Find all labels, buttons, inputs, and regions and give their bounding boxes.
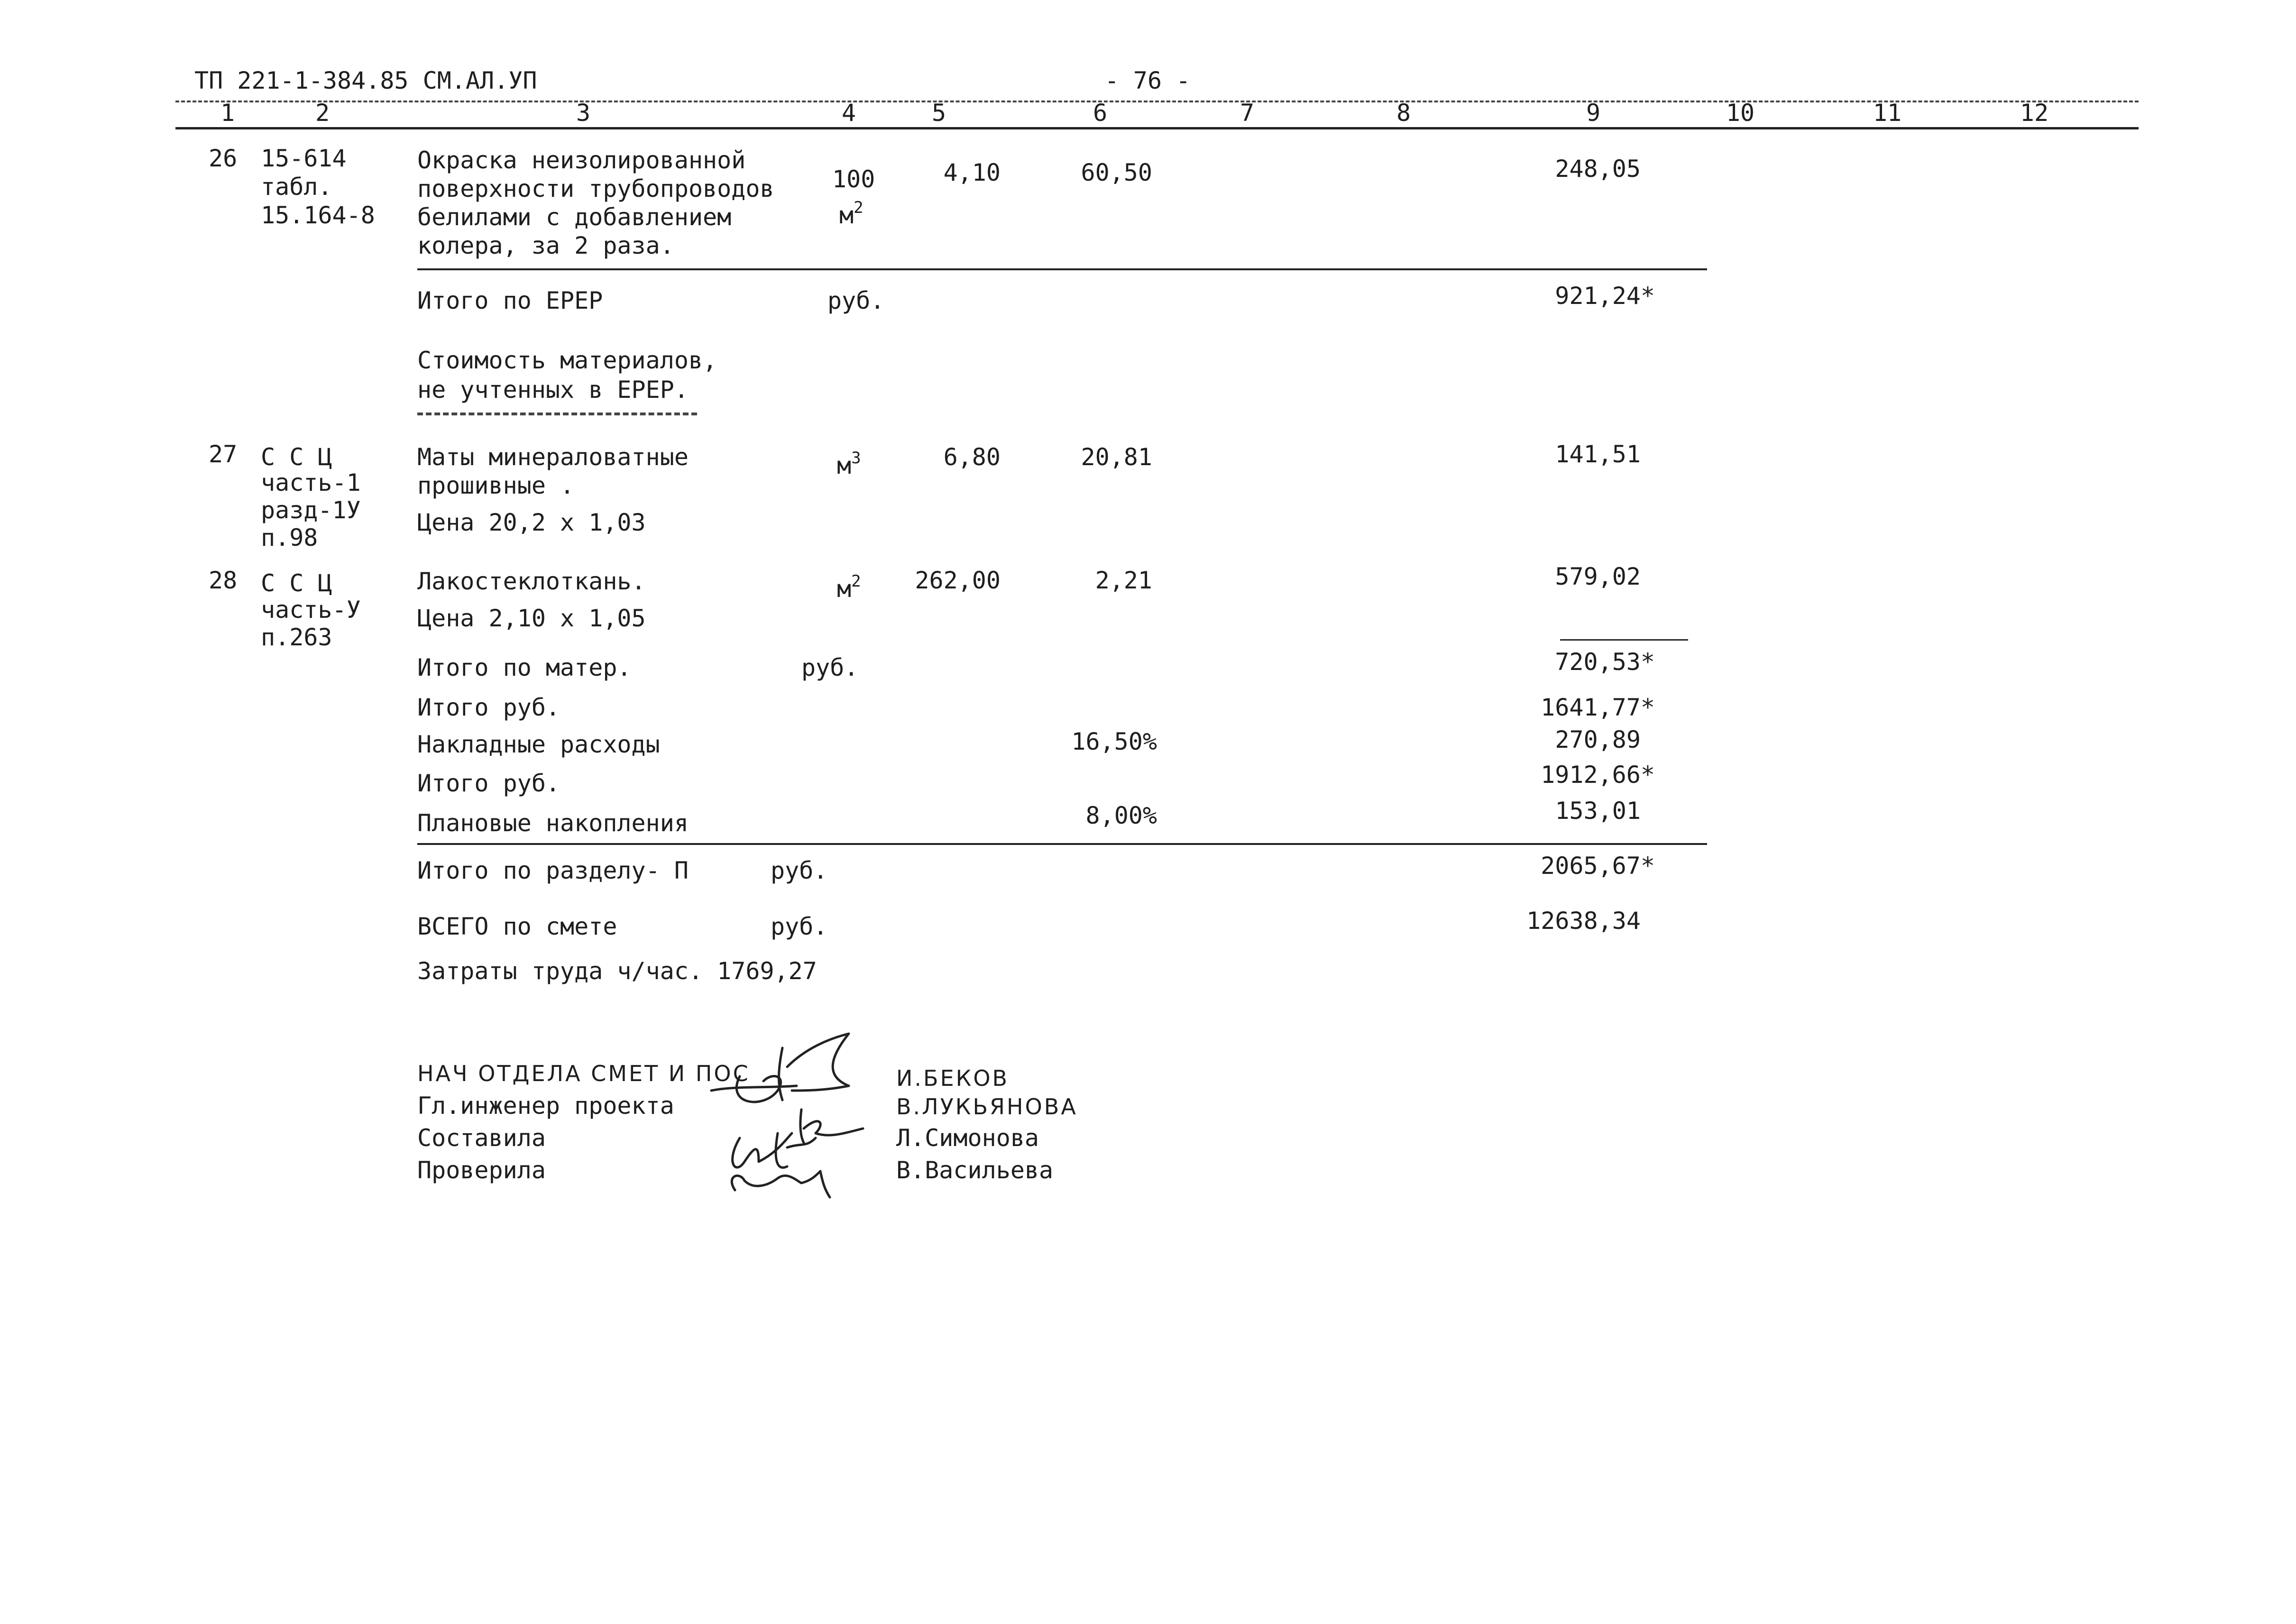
signature-role: Гл.инженер проекта: [417, 1092, 674, 1119]
materials-heading-underline: [417, 413, 697, 415]
unit-price-value: 60,50: [1081, 159, 1152, 186]
header-bottom-rule: [175, 127, 2139, 129]
materials-heading-line: Стоимость материалов,: [417, 347, 717, 374]
unit-price-value: 2,21: [1095, 567, 1152, 594]
grand-total-label: ВСЕГО по смете: [417, 913, 617, 940]
price-note: Цена 20,2 х 1,03: [417, 509, 646, 536]
column-header-10: 10: [1726, 99, 1755, 127]
item-description-line: поверхности трубопроводов: [417, 175, 774, 202]
column-header-12: 12: [2020, 99, 2049, 127]
item-code-line: С С Ц: [261, 443, 332, 471]
subtotal-value: 1912,66*: [1541, 761, 1655, 789]
row-rule: [1560, 639, 1688, 641]
planned-savings-value: 153,01: [1555, 797, 1641, 825]
item-description-line: прошивные .: [417, 472, 575, 499]
doc-code: ТП 221-1-384.85 СМ.АЛ.УП: [194, 67, 537, 94]
unit-value: 100: [832, 165, 875, 193]
signature-role: НАЧ ОТДЕЛА СМЕТ И ПОС: [417, 1061, 750, 1086]
item-code-line: часть-У: [261, 596, 361, 624]
column-header-6: 6: [1093, 99, 1108, 127]
erer-total-label: Итого по ЕРЕР: [417, 287, 603, 314]
erer-total-value: 921,24*: [1555, 282, 1655, 310]
total-value: 579,02: [1555, 563, 1641, 590]
column-header-7: 7: [1240, 99, 1255, 127]
unit-value: [837, 444, 861, 480]
signature-role: Составила: [417, 1124, 546, 1152]
section-total-unit: руб.: [771, 857, 828, 884]
item-description-line: белилами с добавлением: [417, 203, 732, 231]
column-header-1: 1: [220, 99, 235, 127]
planned-savings-label: Плановые накопления: [417, 809, 689, 837]
row-number: 27: [209, 440, 238, 468]
unit-value: [839, 193, 863, 229]
materials-heading-line: не учтенных в ЕРЕР.: [417, 376, 689, 404]
section-total-label: Итого по разделу- П: [417, 857, 689, 884]
erer-total-unit: руб.: [827, 287, 885, 314]
unit-symbol: м: [837, 575, 852, 603]
signature-name: Л.Симонова: [896, 1124, 1039, 1152]
item-code-line: С С Ц: [261, 569, 332, 597]
item-description-line: Маты минераловатные: [417, 443, 689, 471]
item-code-line: 15-614: [261, 145, 347, 172]
materials-total-unit: руб.: [801, 654, 859, 681]
item-description-line: Лакостеклоткань.: [417, 568, 646, 595]
unit-exponent: 2: [851, 572, 861, 591]
row-number: 26: [209, 145, 238, 172]
handwritten-signature: [707, 1019, 906, 1200]
subtotal-label: Итого руб.: [417, 694, 560, 721]
unit-value: [837, 567, 861, 603]
unit-exponent: 2: [854, 198, 863, 217]
column-header-2: 2: [315, 99, 330, 127]
item-description-line: колера, за 2 раза.: [417, 232, 674, 259]
overhead-label: Накладные расходы: [417, 731, 660, 758]
quantity-value: 6,80: [943, 443, 1001, 471]
total-value: 141,51: [1555, 440, 1641, 468]
unit-symbol: м: [839, 202, 854, 229]
column-header-4: 4: [841, 99, 856, 127]
price-note: Цена 2,10 х 1,05: [417, 605, 646, 632]
row-number: 28: [209, 567, 238, 594]
total-value: 248,05: [1555, 155, 1641, 183]
quantity-value: 4,10: [943, 159, 1001, 186]
signature-name: В.ЛУКЬЯНОВА: [896, 1094, 1078, 1119]
subtotal-label: Итого руб.: [417, 770, 560, 797]
column-header-5: 5: [931, 99, 946, 127]
overhead-rate: 16,50%: [1071, 728, 1157, 755]
section-total-value: 2065,67*: [1541, 852, 1655, 880]
grand-total-unit: руб.: [771, 913, 828, 940]
materials-total-label: Итого по матер.: [417, 654, 632, 681]
item-code-line: разд-1У: [261, 496, 361, 524]
grand-total-value: 12638,34: [1526, 907, 1641, 935]
page-number: - 76 -: [1104, 67, 1191, 94]
section-rule: [417, 843, 1707, 845]
header-top-rule: [175, 101, 2139, 102]
signature-name: В.Васильева: [896, 1156, 1054, 1184]
signature-role: Проверила: [417, 1156, 546, 1184]
item-code-line: табл.: [261, 173, 332, 201]
item-code-line: п.263: [261, 624, 332, 651]
subtotal-value: 1641,77*: [1541, 694, 1655, 721]
signature-name: И.БЕКОВ: [896, 1065, 1010, 1091]
item-description-line: Окраска неизолированной: [417, 147, 746, 174]
labor-cost: Затраты труда ч/час. 1769,27: [417, 957, 817, 985]
materials-total-value: 720,53*: [1555, 648, 1655, 676]
quantity-value: 262,00: [915, 567, 1001, 594]
item-code-line: п.98: [261, 524, 318, 551]
column-header-3: 3: [576, 99, 591, 127]
column-header-8: 8: [1396, 99, 1411, 127]
unit-exponent: 3: [851, 449, 861, 468]
unit-symbol: м: [837, 452, 852, 479]
row-rule: [417, 268, 1707, 270]
overhead-value: 270,89: [1555, 726, 1641, 753]
item-code-line: 15.164-8: [261, 202, 375, 229]
planned-savings-rate: 8,00%: [1085, 802, 1157, 829]
item-code-line: часть-1: [261, 469, 361, 496]
column-header-11: 11: [1873, 99, 1902, 127]
column-header-9: 9: [1586, 99, 1601, 127]
unit-price-value: 20,81: [1081, 443, 1152, 471]
